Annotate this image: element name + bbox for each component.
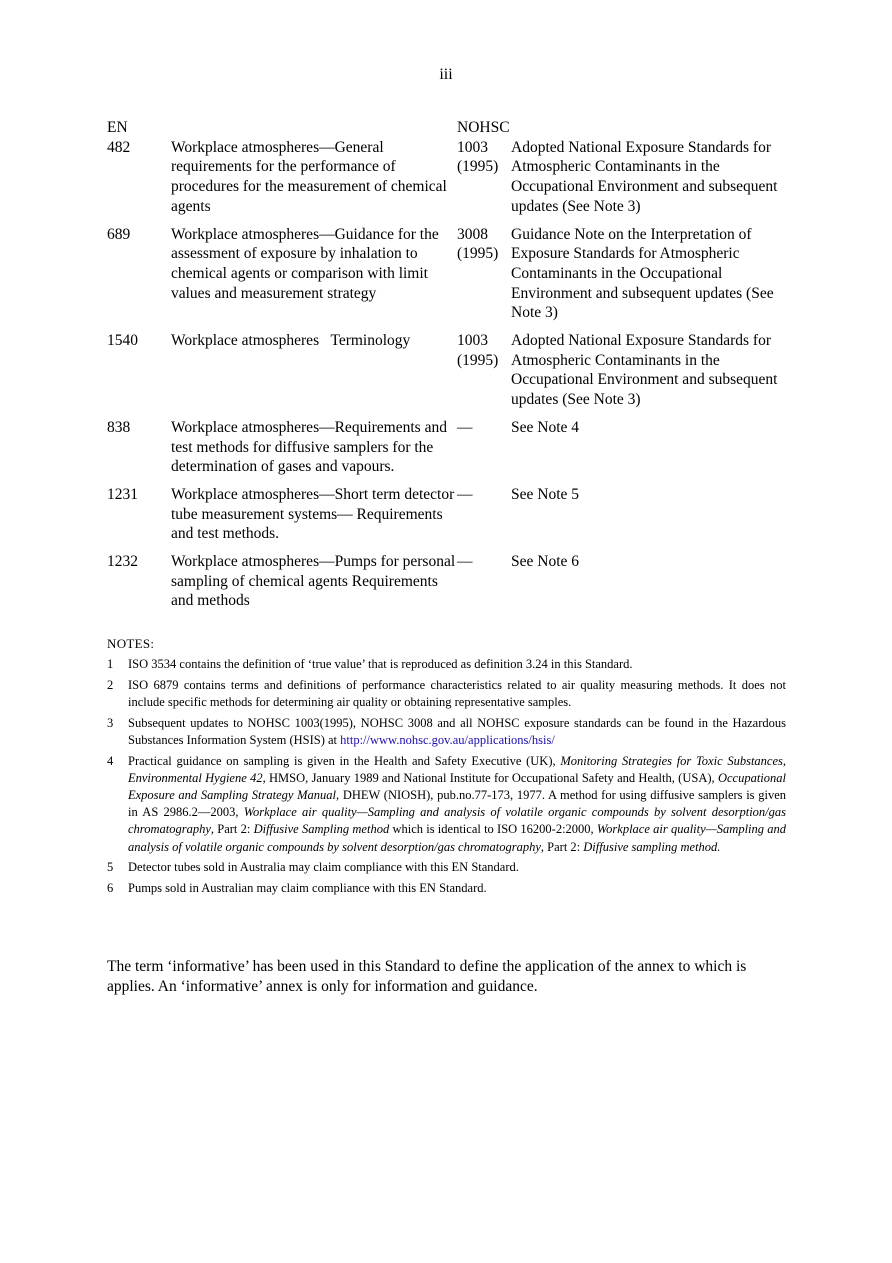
table-row: [107, 418, 787, 477]
header-en: EN: [107, 119, 128, 136]
en-title: Workplace atmospheres—Requirements and test methods for diffusive samplers for the determination of gases and vapours.: [171, 418, 447, 476]
note-text: Subsequent updates to NOHSC 1003(1995), NOHSC 3008 and all NOHSC exposure standards can be found in the Hazardous Substances Information System (HSIS) at http://www.nohsc.gov.au/applications/hsis/: [128, 715, 786, 747]
table-row: [107, 225, 787, 324]
note-number: 3: [107, 715, 114, 730]
note-item: [107, 859, 786, 876]
note-number: 1: [107, 657, 114, 671]
note-item: [107, 656, 786, 673]
nohsc-title: See Note 4: [511, 418, 580, 436]
nohsc-title: Adopted National Exposure Standards for Atmospheric Contaminants in the Occupational Environment and subsequent updates (See Note 3): [511, 138, 778, 215]
table-row: [107, 485, 787, 544]
notes-list: [107, 656, 786, 901]
note-item: [107, 715, 786, 749]
en-title: Workplace atmospheres—Guidance for the assessment of exposure by inhalation to chemical agents or comparison with limit values and measurement strategy: [171, 225, 439, 302]
note-item: [107, 753, 786, 856]
en-number: 1231: [107, 485, 138, 503]
note-item: [107, 677, 786, 711]
nohsc-number: —: [457, 485, 473, 503]
en-title: Workplace atmospheres Terminology: [171, 332, 411, 350]
nohsc-number: —: [457, 553, 473, 571]
note-text: Pumps sold in Australian may claim compliance with this EN Standard.: [128, 880, 487, 895]
nohsc-number: 1003 (1995): [457, 138, 499, 176]
nohsc-title: Guidance Note on the Interpretation of Exposure Standards for Atmospheric Contaminants in the Occupational Environment and subsequent updates (See Note 3): [511, 225, 774, 322]
nohsc-number: 3008 (1995): [457, 225, 499, 263]
table-row: [107, 138, 787, 217]
note-item: [107, 880, 786, 897]
en-number: 482: [107, 138, 131, 156]
page-number: iii: [439, 66, 453, 83]
nohsc-title: Adopted National Exposure Standards for Atmospheric Contaminants in the Occupational Environment and subsequent updates (See Note 3): [511, 332, 778, 409]
nohsc-number: —: [457, 418, 473, 436]
en-number: 689: [107, 225, 131, 243]
closing-paragraph: The term ‘informative’ has been used in this Standard to define the application of the annex to which is applies. An ‘informative’ annex is only for information and guidance.: [107, 958, 747, 995]
note-number: 6: [107, 880, 114, 895]
note-text: ISO 3534 contains the definition of ‘true value’ that is reproduced as definition 3.24 in this Standard.: [128, 657, 633, 671]
note-number: 2: [107, 677, 114, 692]
table-row: [107, 552, 787, 611]
en-title: Workplace atmospheres—Short term detector tube measurement systems— Requirements and test methods.: [171, 485, 455, 543]
note-number: 5: [107, 860, 114, 875]
note-text: Detector tubes sold in Australia may claim compliance with this EN Standard.: [128, 860, 519, 875]
en-title: Workplace atmospheres—Pumps for personal sampling of chemical agents Requirements and methods: [171, 553, 456, 610]
en-number: 838: [107, 418, 131, 436]
nohsc-title: See Note 6: [511, 553, 580, 571]
en-number: 1540: [107, 332, 138, 350]
table-header-row: [107, 118, 787, 138]
nohsc-title: See Note 5: [511, 485, 580, 503]
note-text: ISO 6879 contains terms and definitions of performance characteristics related to air quality measuring methods. It does not include specific methods for determining air quality or obtaining representative samples.: [128, 677, 786, 709]
note-number: 4: [107, 753, 114, 768]
en-number: 1232: [107, 553, 138, 571]
notes-label: NOTES:: [107, 636, 155, 651]
note-text: Practical guidance on sampling is given in the Health and Safety Executive (UK), Monitoring Strategies for Toxic Substances, Environmental Hygiene 42, HMSO, January 1989 and National Institute for Occupational Safety and Health, (USA), Occupational Exposure and Sampling Strategy Manual, DHEW (NIOSH), pub.no.77-173, 1977. A method for using diffusive samplers is given in AS 2986.2—2003, Workplace air quality—Sampling and analysis of volatile organic compounds by solvent desorption/gas chromatography, Part 2: Diffusive Sampling method which is identical to ISO 16200-2:2000, Workplace air quality—Sampling and analysis of volatile organic compounds by solvent desorption/gas chromatography, Part 2: Diffusive sampling method.: [128, 753, 787, 854]
standards-table: [107, 118, 787, 619]
table-row: [107, 331, 787, 410]
hsis-link[interactable]: http://www.nohsc.gov.au/applications/hsis/: [340, 732, 555, 747]
en-title: Workplace atmospheres—General requirements for the performance of procedures for the measurement of chemical agents: [171, 138, 447, 215]
nohsc-number: 1003 (1995): [457, 332, 499, 369]
header-nohsc: NOHSC: [457, 119, 510, 136]
